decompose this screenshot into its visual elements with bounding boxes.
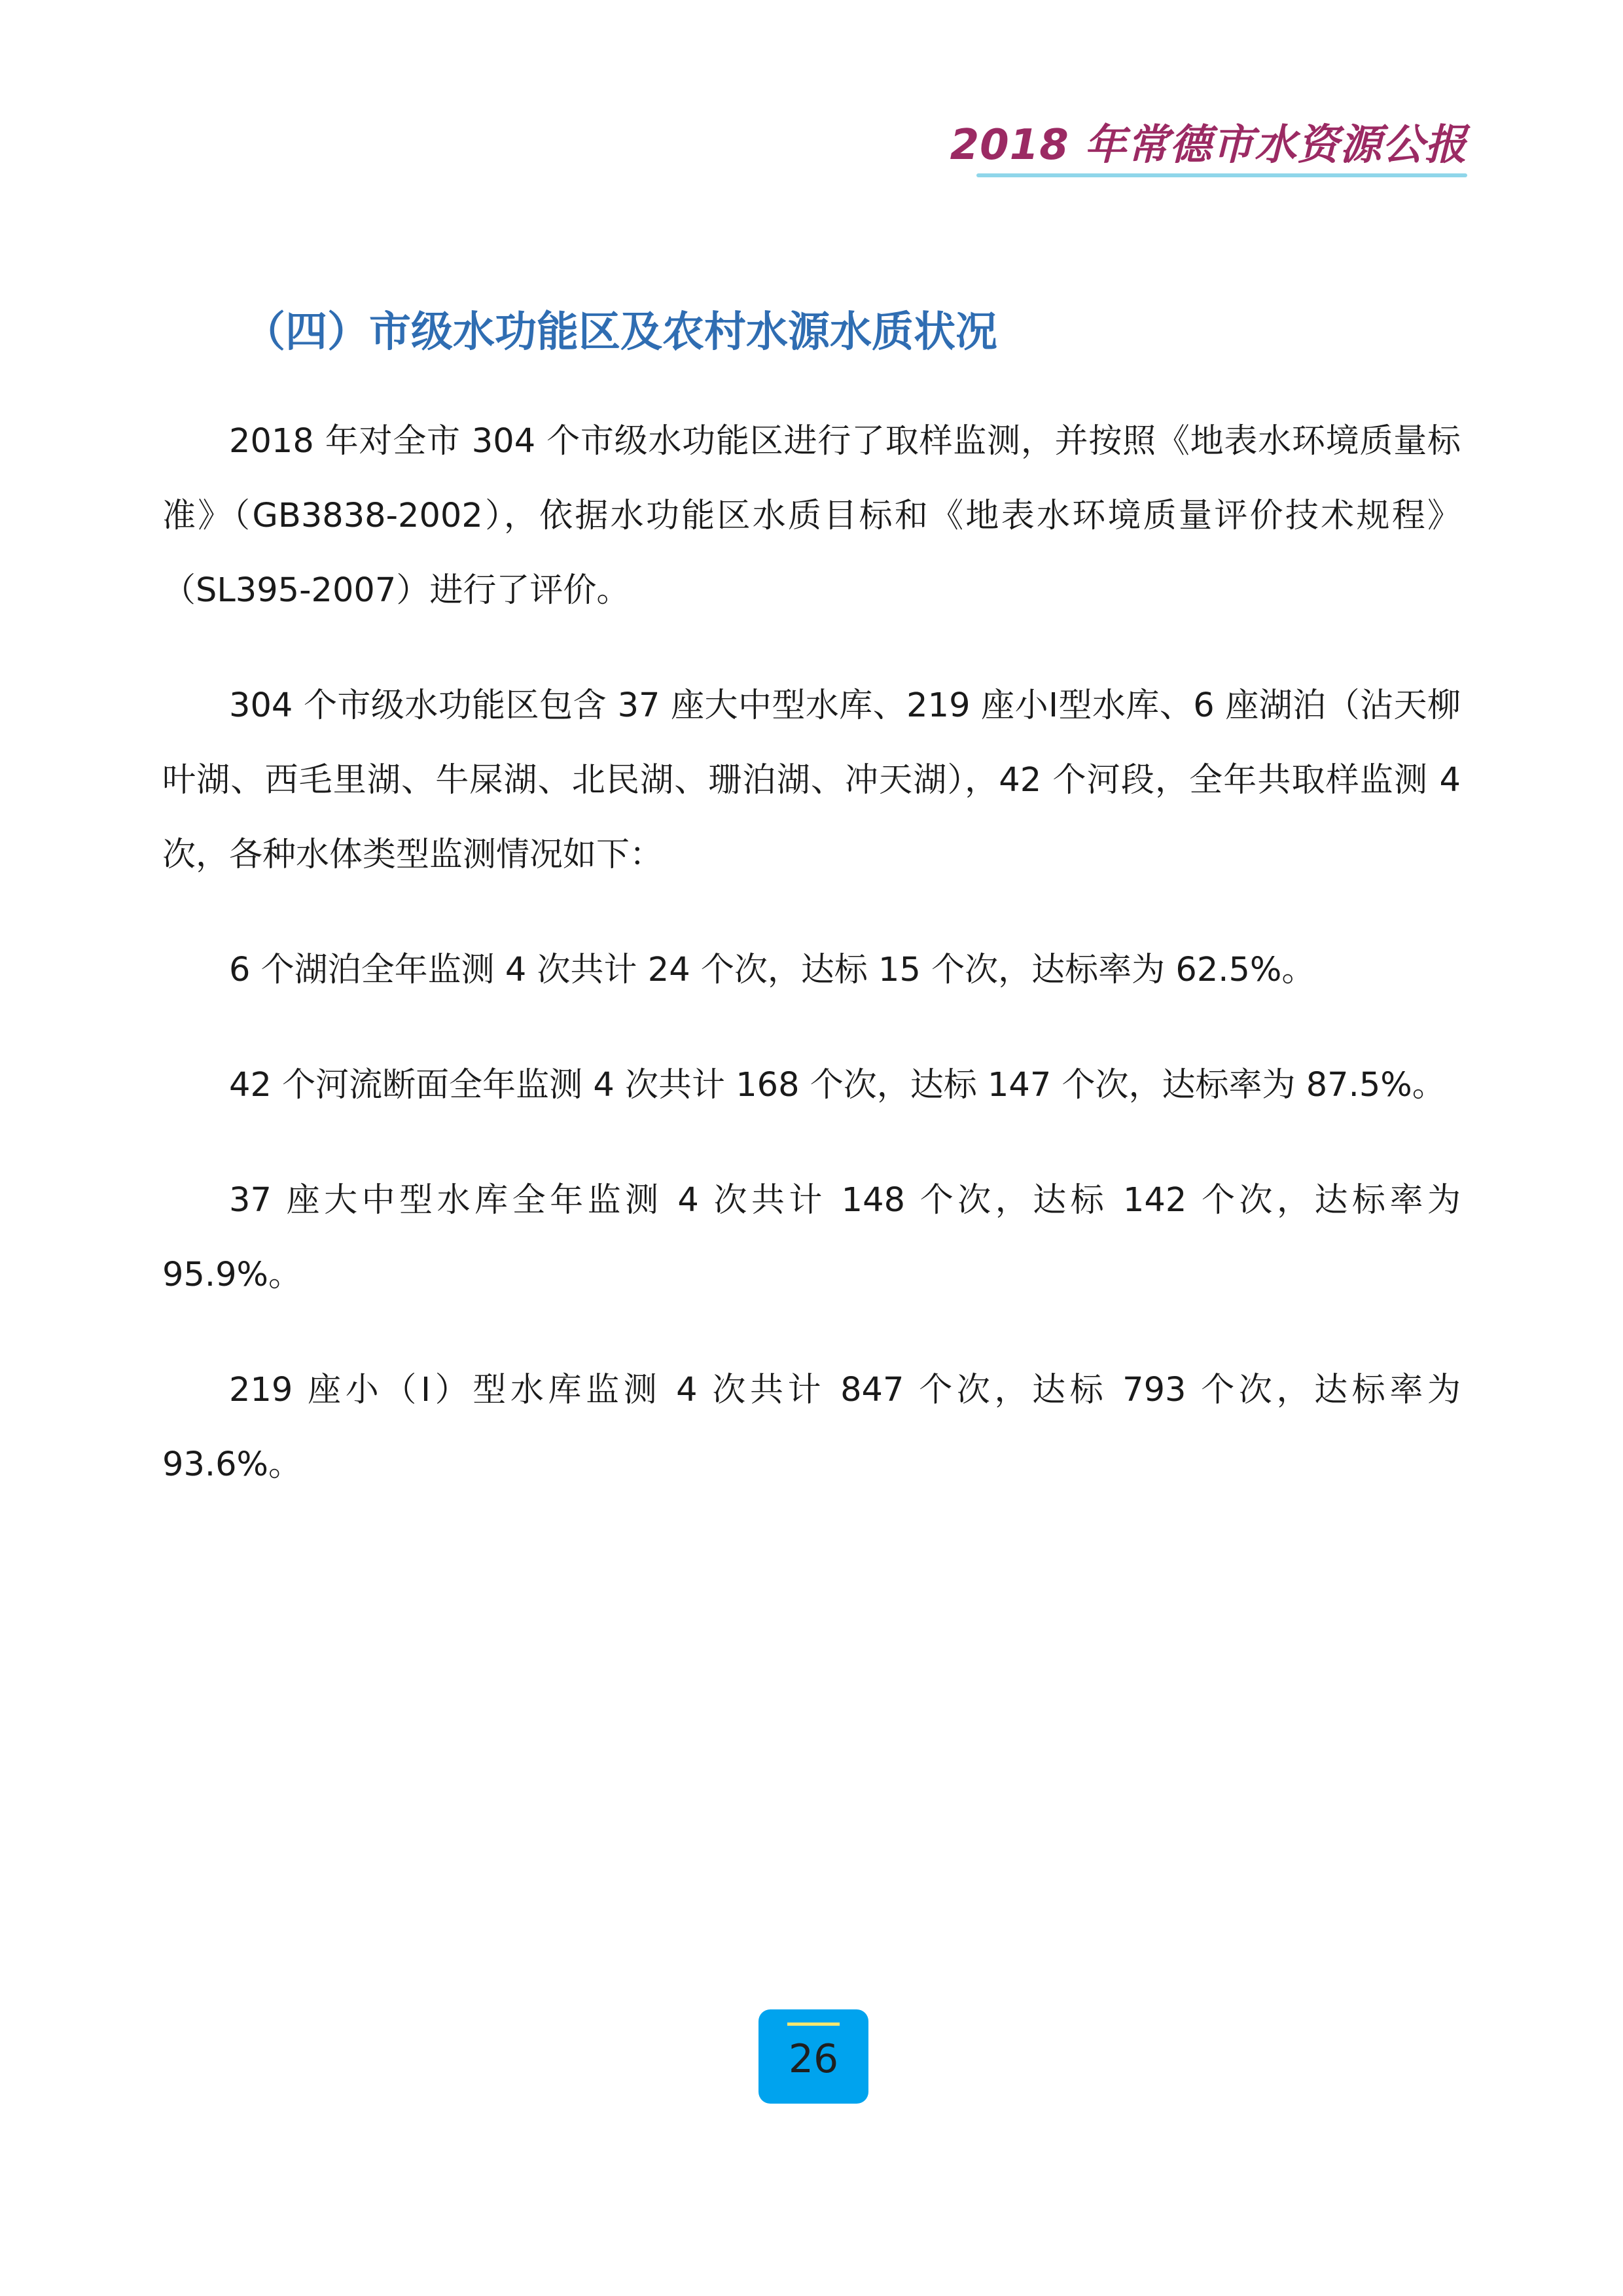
page-number: 26: [788, 2036, 839, 2082]
body-text: [162, 404, 1461, 1543]
page-number-accent-line: [787, 2022, 840, 2026]
page-number-badge: [758, 2009, 868, 2104]
section-heading: （四）市级水功能区及农村水源水质状况: [243, 308, 997, 357]
paragraph-large-reservoirs: 37 座大中型水库全年监测 4 次共计 148 个次，达标 142 个次，达标率为 95.9%。: [162, 1181, 1461, 1294]
paragraph-lakes: 6 个湖泊全年监测 4 次共计 24 个次，达标 15 个次，达标率为 62.5%。: [229, 951, 1315, 989]
paragraph-intro: 2018 年对全市 304 个市级水功能区进行了取样监测，并按照《地表水环境质量标准》（GB3838-2002），依据水功能区水质目标和《地表水环境质量评价技术规程》（SL395-2007）进行了评价。: [162, 422, 1461, 610]
paragraph-small-reservoirs: 219 座小（Ⅰ）型水库监测 4 次共计 847 个次，达标 793 个次，达标率为 93.6%。: [162, 1371, 1461, 1484]
running-header-title: 2018 年常德市水资源公报: [950, 121, 1467, 169]
paragraph-composition: 304 个市级水功能区包含 37 座大中型水库、219 座小Ⅰ型水库、6 座湖泊（沾天柳叶湖、西毛里湖、牛屎湖、北民湖、珊泊湖、冲天湖），42 个河段，全年共取样监测 4 次，各种水体类型监测情况如下：: [162, 686, 1461, 874]
paragraph-rivers: 42 个河流断面全年监测 4 次共计 168 个次，达标 147 个次，达标率为 87.5%。: [229, 1066, 1446, 1104]
header-underline: [976, 173, 1467, 177]
